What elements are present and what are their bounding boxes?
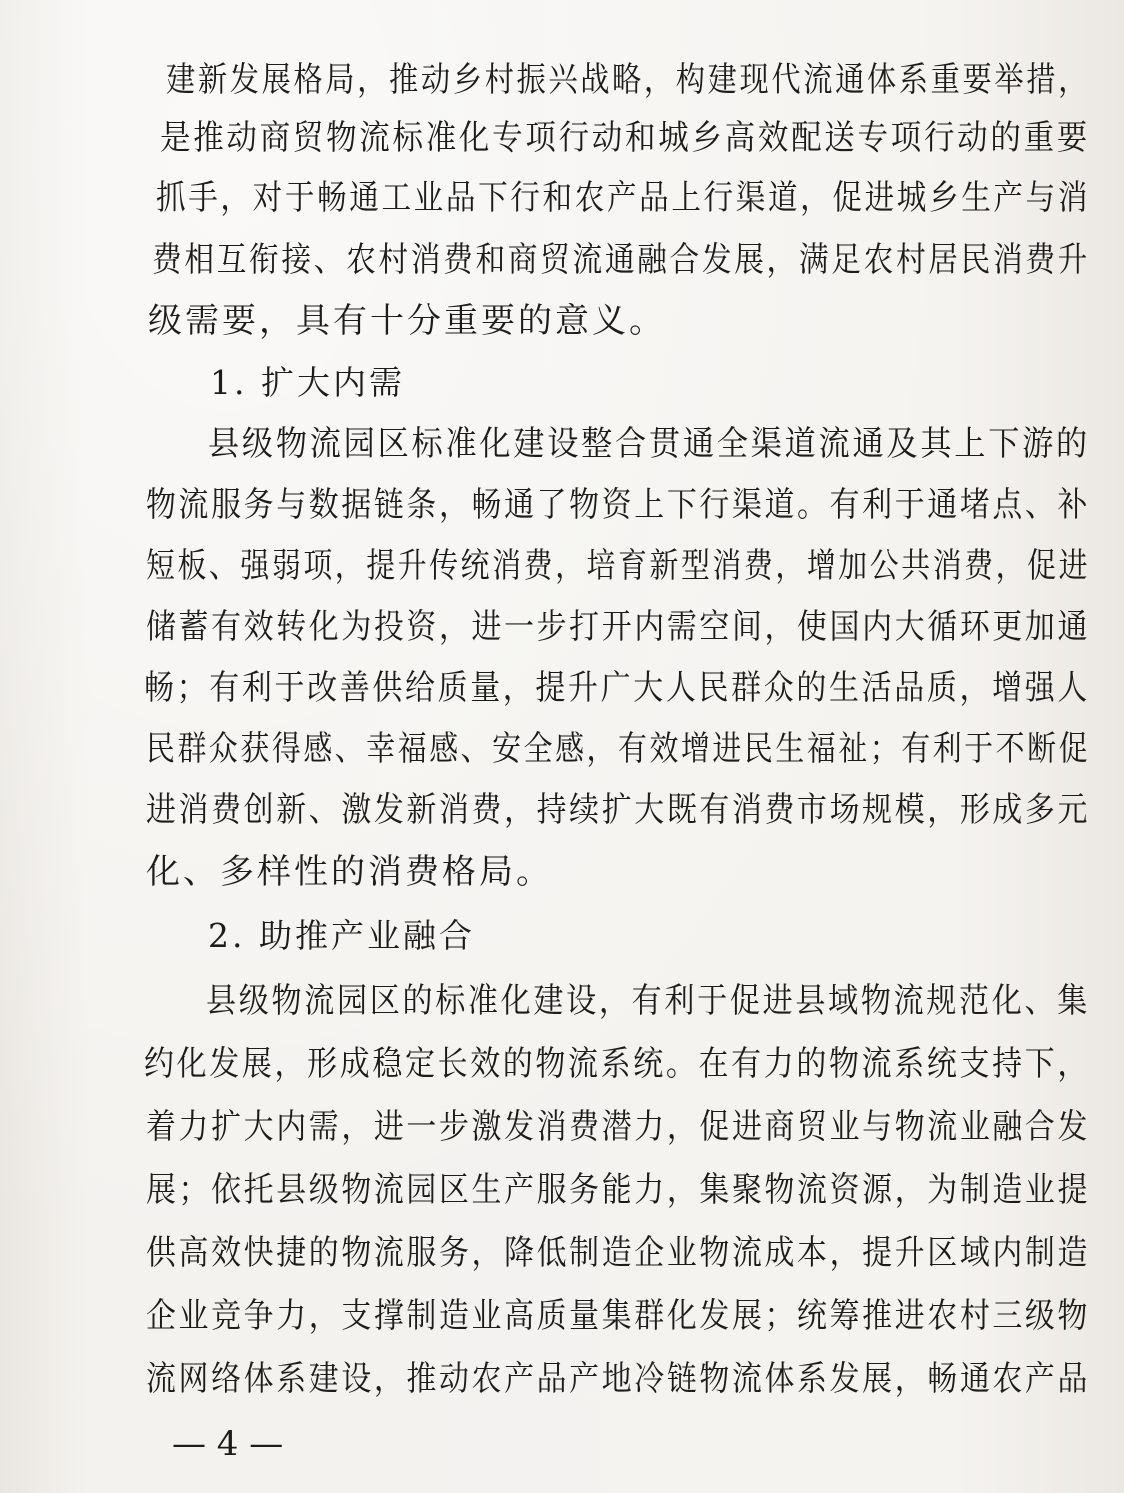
text-line: 化、多样性的消费格局。 — [146, 852, 553, 892]
text-line: 县级物流园区的标准化建设，有利于促进县域物流规范化、集 — [206, 981, 1091, 1021]
text-line: 约化发展，形成稳定长效的物流系统。在有力的物流系统支持下， — [144, 1044, 1090, 1084]
text-line: 储蓄有效转化为投资，进一步打开内需空间，使国内大循环更加通 — [146, 607, 1091, 647]
text-line: 短板、强弱项，提升传统消费，培育新型消费，增加公共消费，促进 — [146, 546, 1091, 586]
page-number: — 4 — — [172, 1424, 284, 1464]
text-line: 民群众获得感、幸福感、安全感，有效增进民生福祉；有利于不断促 — [146, 729, 1091, 769]
text-line: 畅；有利于改善供给质量，提升广大人民群众的生活品质，增强人 — [144, 668, 1090, 708]
text-line: 着力扩大内需，进一步激发消费潜力，促进商贸业与物流业融合发 — [146, 1107, 1091, 1147]
section-heading: 2. 助推产业融合 — [208, 916, 475, 955]
text-line: 进消费创新、激发新消费，持续扩大既有消费市场规模，形成多元 — [146, 790, 1091, 830]
text-line: 流网络体系建设，推动农产品产地冷链物流体系发展，畅通农产品 — [146, 1359, 1091, 1399]
text-line: 供高效快捷的物流服务，降低制造企业物流成本，提升区域内制造 — [146, 1233, 1091, 1273]
section-heading: 1. 扩大内需 — [210, 363, 405, 402]
text-line: 费相互衔接、农村消费和商贸流通融合发展，满足农村居民消费升 — [152, 240, 1091, 280]
text-line: 级需要，具有十分重要的意义。 — [148, 301, 666, 341]
text-line: 企业竞争力，支撑制造业高质量集群化发展；统筹推进农村三级物 — [146, 1296, 1091, 1336]
text-line: 展；依托县级物流园区生产服务能力，集聚物流资源，为制造业提 — [146, 1170, 1091, 1210]
text-line: 物流服务与数据链条，畅通了物资上下行渠道。有利于通堵点、补 — [146, 485, 1091, 525]
text-line: 是推动商贸物流标准化专项行动和城乡高效配送专项行动的重要 — [160, 118, 1091, 158]
text-line: 抓手，对于畅通工业品下行和农产品上行渠道，促进城乡生产与消 — [156, 178, 1091, 218]
text-line: 县级物流园区标准化建设整合贯通全渠道流通及其上下游的 — [208, 424, 1090, 464]
text-line: 建新发展格局，推动乡村振兴战略，构建现代流通体系重要举措， — [166, 60, 1090, 100]
